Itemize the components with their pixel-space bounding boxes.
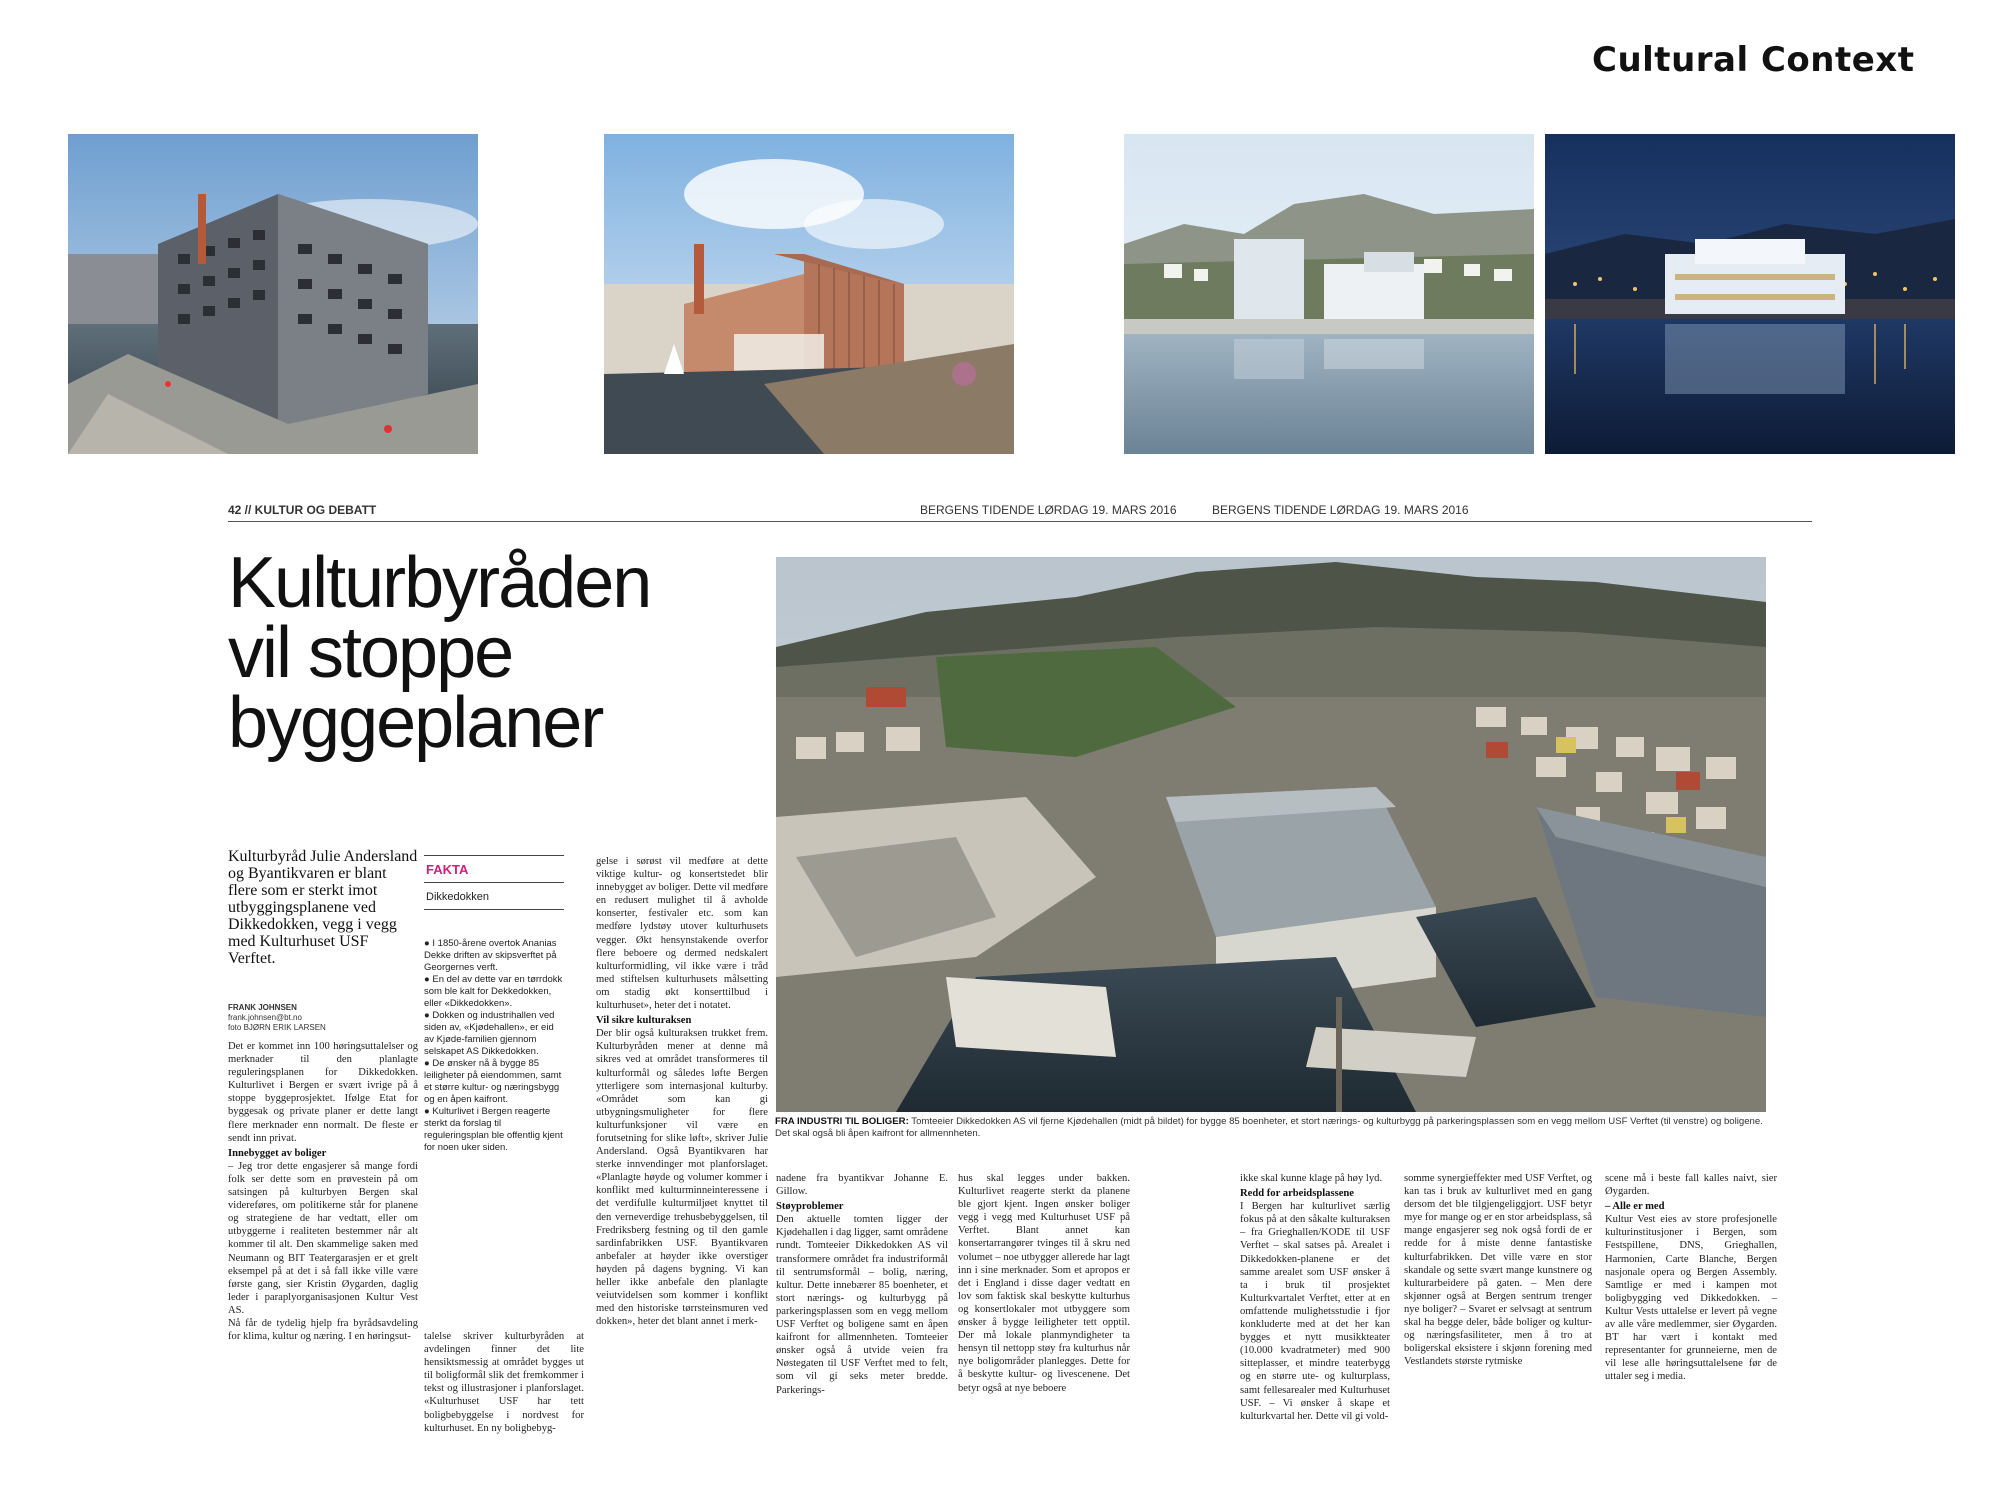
subheading: Støyproblemer xyxy=(776,1201,844,1213)
fakta-item: ● Kulturlivet i Bergen reagerte sterkt da forslag til reguleringsplan ble offentlig kjent for noen uker siden. xyxy=(424,1106,563,1153)
fakta-item: ● Dokken og industrihallen ved siden av, «Kjødehallen», er eid av Kjøde-familien gjennom selskapet AS Dikkedokken. xyxy=(424,1010,555,1057)
author-name: FRANK JOHNSEN xyxy=(228,1003,297,1012)
caption-text: Tomteeier Dikkedokken AS vil fjerne Kjødehallen (midt på bildet) for bygge 85 boenheter, et stort nærings- og kulturbygg på parkeringsplassen som en vegg mellom USF Verftet (til venstre) og boligene. Det skal også bli åpen kaifront for allmennheten. xyxy=(775,1116,1763,1139)
paragraph: I Bergen har kulturlivet særlig fokus på at den såkalte kulturaksen – fra Grieghallen/KODE til USF Verftet – skal satses på. Arealet i Dikkedokken-planene er det samme arealet som USF ønsker å ta i bruk til prosjektet Kulturkvartalet Verftet, etter at en omfattende mulighetsstudie i fjor konkluderte med at det her kan bygges et nytt musikkteater (10.000 kvadratmeter) med 900 sitteplasser, et mindre teaterbygg og en større ute- og kulturplass, samt fellesarealer med Kulturhuset USF. – Vi ønsker å skape et kulturkvartal her. Dette vil gi vold- xyxy=(1240,1201,1390,1422)
subheading: Innebygget av boliger xyxy=(228,1147,327,1159)
author-email: frank.johnsen@bt.no xyxy=(228,1013,302,1022)
culture-building-render-image xyxy=(604,134,1014,454)
fakta-item: ● De ønsker nå å bygge 85 leiligheter på eiendommen, samt et større kultur- og næringsbygg og en åpen kaifront. xyxy=(424,1058,562,1105)
article-column-2 xyxy=(424,1330,584,1435)
article-column-7 xyxy=(1404,1172,1592,1368)
fakta-rule xyxy=(424,909,564,910)
fakta-box xyxy=(424,855,564,1154)
paragraph: ikke skal kunne klage på høy lyd. xyxy=(1240,1173,1383,1184)
paragraph: – Jeg tror dette engasjerer så mange fordi folk ser dette som en prøvestein på om satsingen på kulturbyen Bergen skal videreføres, om politikerne står for planene og strategiene de har vedtatt, eller om utbyggerne i realiteten bestemmer når alt kommer til alt. Den skammelige saken med Neumann og BIT Teatergarasjen er et grelt eksempel på at det i så fall ikke ville være første gang, sier Kristin Øygarden, daglig leder i paraplyorganisasjonen Kultur Vest AS. xyxy=(228,1160,418,1316)
paragraph: hus skal legges under bakken. Kulturlivet reagerte sterkt da planene ble gjort kjent. Ingen ønsker boliger vegg i vegg med Kulturhuset USF på Verftet. Blant annet kan konsertarrangører tvinges til å skru ned volumet – noe utbygger allerede har lagt inn i sine merknader. Som et apropos er det i England i disse dager vedtatt en lov som faktisk skal beskytte kulturhus og konsertlokaler mot utbyggere som ønsker å bygge leiligheter tett opptil. Der må lokale planmyndigheter ta hensyn til nettopp støy fra kulturhus når nye boligområder planlegges. Dette for å beskytte kultur- og livescenene. Det betyr også at nye beboere xyxy=(958,1173,1130,1394)
article-ingress: Kulturbyråd Julie Andersland og Byantikvaren er blant flere som er sterkt imot utbyggingsplanene ved Dikkedokken, vegg i vegg med Kulturhuset USF Verftet. xyxy=(228,848,418,967)
paragraph: somme synergieffekter med USF Verftet, og kan tas i bruk av kulturlivet med en gang dersom det ble tilgjengeliggjort. USF betyr mye for mange og er en stor arbeidsplass, så mange engasjerer seg nok også fordi de er redde for å miste denne fantastiske kulturfabrikken. Det ville være en stor skandale og sette svært mange kunstnere og kulturarbeidere på gaten. – Men dere skjønner også at Bergen sentrum trenger nye boliger? – Svaret er selvsagt at sentrum skal ha begge deler, både boliger og kultur- og næringsfasiliteter, men å tro at boligerskal eksistere i skjønn forening med Vestlandets største rytmiske xyxy=(1404,1173,1592,1368)
paragraph: talelse skriver kulturbyråden at avdelingen finner det lite hensiktsmessig at området bygges ut til boligformål slik det fremkommer i tekst og illustrasjoner i planforslaget. «Kulturhuset USF har tett boligbebyggelse i nordvest for kulturhuset. En ny boligbebyg- xyxy=(424,1331,584,1434)
fakta-rule xyxy=(424,882,564,883)
date-line-right: BERGENS TIDENDE LØRDAG 19. MARS 2016 xyxy=(1212,503,1469,517)
headline-line: byggeplaner xyxy=(228,683,603,763)
subheading: Redd for arbeidsplassene xyxy=(1240,1188,1354,1200)
photo-caption xyxy=(775,1116,1775,1140)
page-section-label: 42 // KULTUR OG DEBATT xyxy=(228,503,377,517)
paragraph: Den aktuelle tomten ligger der Kjødehallen i dag ligger, samt områdene rundt. Tomteeier Dikkedokken AS vil transformere området fra industriformål til sentrumsformål – bolig, næring, kultur. Dette innebærer 85 boenheter, et stort nærings- og kulturbygg på parkeringsplassen som en vegg mellom USF Verftet og boligene samt en åpen kaifront for allmennheten. Tomteeier ønsker også å utvide veien fra Nøstegaten til USF Verftet med to felt, som vil gi seks meter bredde. Parkerings- xyxy=(776,1214,948,1396)
paragraph: Det er kommet inn 100 høringsuttalelser og merknader til den planlagte reguleringsplanen for Dikkedokken. Kulturlivet i Bergen er svært ivrige på å stoppe byggeprosjektet. Ifølge Etat for byggesak og private planer er dette langt flere merknader enn normalt. De fleste er sendt inn privat. xyxy=(228,1041,418,1144)
apartment-render-image xyxy=(68,134,478,454)
fakta-rule xyxy=(424,855,564,856)
article-column-5 xyxy=(958,1172,1130,1395)
night-museum-photo-image xyxy=(1545,134,1955,454)
paragraph: Kultur Vest eies av store profesjonelle kulturinstitusjoner i Bergen, som Festspillene, DNS, Grieghallen, Harmonien, Carte Blanche, Bergen nasjonale opera og Bergen Assembly. Samtlige er med i kampen mot boligbygging ved Dikkedokken. – Kultur Vests uttalelse er levert på vegne av alle våre medlemmer, sier Øygarden. BT har vært i kontakt med representanter for grunneierne, men de vil lese alle høringsuttalelsene før de uttaler seg i media. xyxy=(1605,1214,1777,1383)
caption-label: FRA INDUSTRI TIL BOLIGER: xyxy=(775,1116,909,1127)
article-column-8 xyxy=(1605,1172,1777,1384)
subheading: – Alle er med xyxy=(1605,1201,1665,1213)
paragraph: Der blir også kulturaksen trukket frem. Kulturbyråden mener at denne må sikres ved at området transformeres til kulturformål og således løfte Bergen ytterligere som internasjonal kulturby. «Området som kan gi utbygningsmuligheter for flere kulturfunksjoner vil være en forutsetning for slike løft», skriver Julie Andersland. Også Byantikvaren har sterke innvendinger mot planforslaget. «Planlagte høyde og volumer kommer i konflikt med kulturminneinteressene i det verdifulle kulturmiljøet knyttet til den verneverdige trehusbebyggelsen, til Fredriksberg festning og til den gamle sardinfabrikken USF. Byantikvaren anbefaler at høyder ikke overstiger høyden på dagens bygning. Vi kan heller ikke anbefale den planlagte veiutvidelsen som kommer i konflikt med den historiske tørrsteinsmuren ved dokken», heter det blant annet i merk- xyxy=(596,1028,768,1328)
headline-line: Kulturbyråden xyxy=(228,543,651,623)
article-column-3 xyxy=(596,855,768,1328)
article-column-4 xyxy=(776,1172,948,1397)
article-column-6 xyxy=(1240,1172,1390,1423)
fakta-item: ● En del av dette var en tørrdokk som ble kalt for Dekkedokken, eller «Dikkedokken». xyxy=(424,974,563,1009)
headline-line: vil stoppe xyxy=(228,613,513,693)
paragraph: gelse i sørøst vil medføre at dette viktige kultur- og konsertstedet blir innebygget av boliger. Dette vil medføre en redusert mulighet til å avholde konserter, festivaler etc. som kan medføre lydstøy utover kulturhusets vegger. Økt hensynstakende overfor flere beboere og dermed nedskalert kulturformidling, vil ikke være i tråd med stiftelsen kulturhusets målsetting om stadig økt konserttilbud i kulturhuset», heter det i notatet. xyxy=(596,856,768,1012)
header-rule xyxy=(228,521,1812,522)
waterfront-render-image xyxy=(1124,134,1534,454)
page-heading: Cultural Context xyxy=(1592,40,1915,80)
aerial-harbor-photo-image xyxy=(776,557,1766,1112)
headline xyxy=(228,543,748,763)
paragraph: Nå får de tydelig hjelp fra byrådsavdeling for klima, kultur og næring. I en høringsut- xyxy=(228,1317,418,1343)
byline xyxy=(228,1003,418,1033)
fakta-subtitle: Dikkedokken xyxy=(426,891,489,903)
article-column-1 xyxy=(228,1040,418,1343)
paragraph: nadene fra byantikvar Johanne E. Gillow. xyxy=(776,1173,948,1198)
fakta-title: FAKTA xyxy=(426,862,469,877)
date-line-left: BERGENS TIDENDE LØRDAG 19. MARS 2016 xyxy=(920,503,1177,517)
fakta-item: ● I 1850-årene overtok Ananias Dekke driften av skipsverftet på Georgernes verft. xyxy=(424,938,557,973)
subheading: Vil sikre kulturaksen xyxy=(596,1015,692,1027)
paragraph: scene må i beste fall kalles naivt, sier Øygarden. xyxy=(1605,1173,1777,1198)
photo-credit: foto BJØRN ERIK LARSEN xyxy=(228,1023,326,1032)
